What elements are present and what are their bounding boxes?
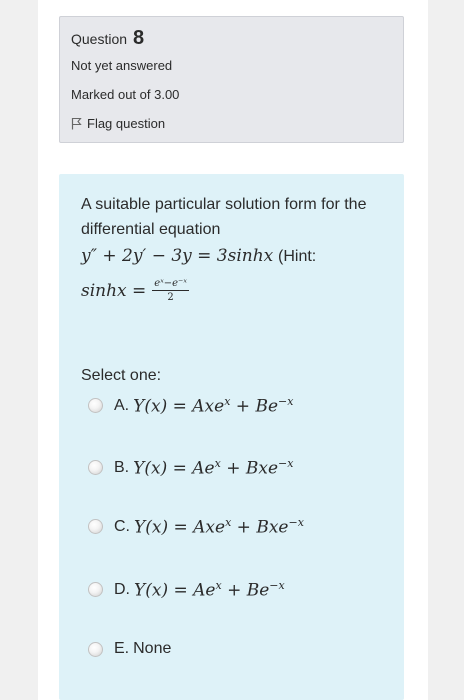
- option-expression: $Y(x) = Ae^x + Bxe^{-x}$: [133, 457, 294, 479]
- question-formulation: [59, 174, 404, 700]
- question-text: A suitable particular solution form for the differential equation: [81, 196, 367, 238]
- option-a[interactable]: [88, 395, 293, 417]
- option-letter: C.: [114, 517, 130, 535]
- option-letter: A.: [114, 396, 130, 414]
- sinh-fraction: [152, 278, 189, 303]
- sinh-definition: [81, 278, 189, 303]
- flag-question-label: Flag question: [87, 116, 166, 131]
- option-b[interactable]: [88, 457, 293, 479]
- option-expression: $Y(x) = Ae^x + Be^{-x}$: [134, 579, 285, 601]
- answer-status: Not yet answered: [71, 58, 173, 73]
- option-e[interactable]: [88, 640, 171, 658]
- fraction-numerator: eˣ−e⁻ˣ: [154, 278, 187, 289]
- option-c[interactable]: [88, 516, 304, 538]
- question-number: 8: [132, 27, 145, 49]
- option-letter: E.: [114, 640, 130, 657]
- option-letter: D.: [114, 580, 130, 598]
- fraction-denominator: 2: [167, 292, 174, 303]
- radio-button[interactable]: [88, 642, 103, 657]
- radio-button[interactable]: [88, 398, 103, 413]
- hint-label: (Hint:: [278, 248, 317, 265]
- differential-equation: [81, 246, 316, 266]
- radio-button[interactable]: [88, 460, 103, 475]
- equation-text: y″ + 2y′ − 3y = 3sinhx: [81, 246, 274, 266]
- select-prompt: Select one:: [81, 367, 162, 384]
- marks-text: Marked out of 3.00: [71, 87, 180, 102]
- option-text: None: [133, 640, 172, 657]
- radio-button[interactable]: [88, 582, 103, 597]
- sinh-lhs: sinhx =: [81, 280, 147, 301]
- option-expression: $Y(x) = Axe^x + Be^{-x}$: [133, 395, 294, 417]
- option-letter: B.: [114, 458, 130, 476]
- radio-button[interactable]: [88, 519, 103, 534]
- question-label: Question: [71, 31, 128, 47]
- option-d[interactable]: [88, 579, 285, 601]
- flag-icon: [71, 117, 82, 130]
- flag-question-link[interactable]: [71, 116, 165, 131]
- question-number-line: [71, 27, 144, 50]
- question-info-panel: [59, 16, 404, 143]
- option-expression: Y(x) = Axe$^x$ + Bxe$^{-x}$: [134, 516, 304, 538]
